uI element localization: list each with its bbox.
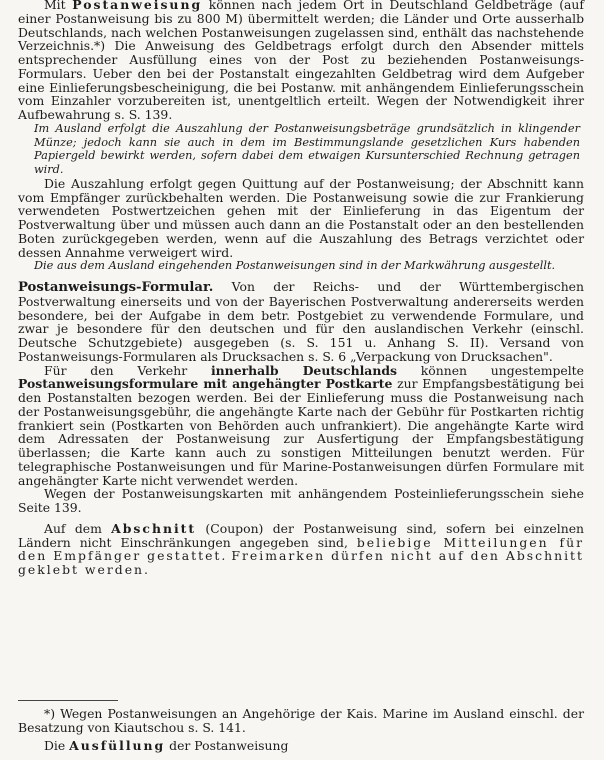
paragraph-ausfuellung-cut	[18, 739, 584, 753]
paragraph-postanweisung-intro	[18, 0, 584, 122]
footnote-block	[18, 707, 584, 752]
paragraph-formular	[18, 280, 584, 364]
text-column	[18, 0, 584, 577]
footnote: *) Wegen Postanweisungen an Angehörige der Kais. Marine im Ausland einschl. der Besatzung von Kiautschou s. S. 141.	[18, 706, 584, 735]
text-run: können ungestempelte	[396, 362, 584, 378]
text-run: Auf dem	[44, 520, 112, 536]
text-run: können nach jedem Ort in Deutschland Geldbeträge (auf einer Postanweisung bis zu 800 M) übermittelt werden; die Länder und Orte ausserhalb Deutschlands, nach welchen Postanweisungen zugelassen sind, enthält das nachstehende Verzeichnis.*) Die Anweisung des Geldbetrags erfolgt durch den Absender mittels entsprechender Ausfüllung eines von der Post zu beziehenden Postanweisungs-Formulars. Ueber den bei der Postanstalt eingezahlten Geldbetrag wird dem Aufgeber eine Einlieferungsbescheinigung, die bei Postanw. mit anhängendem Einlieferungsschein vom Einzahler vorzubereiten ist, unentgeltlich erteilt. Wegen der Notwendigkeit ihrer Aufbewahrung s. S. 139.	[18, 0, 584, 122]
paragraph-innerhalb-deutschlands	[18, 364, 584, 488]
term-abschnitt: Abschnitt	[111, 520, 197, 536]
text-run: Für den Verkehr	[44, 362, 211, 378]
text-run: der Postanweisung	[165, 737, 289, 753]
text-run: Mit	[44, 0, 73, 12]
footnote-rule	[18, 700, 118, 701]
paragraph-abschnitt	[18, 522, 584, 577]
spaced-freimarken: Freimarken dürfen nicht auf den Abschnitt geklebt werden.	[18, 548, 584, 577]
note-markwaehrung: Die aus dem Ausland eingehenden Postanweisungen sind in der Markwährung ausgestellt.	[34, 259, 556, 273]
text-run: zur Empfangsbestätigung bei den Postanstalten bezogen werden. Bei der Einlieferung muss die Postanweisung nach der Postanweisungsgebühr, die angehängte Karte nach der Gebühr für Postkarten richtig frankiert sein (Postkarten von Behörden auch unfrankiert). Die angehängte Karte wird dem Adressaten der Postanweisung zur Ausfertigung der Empfangsbestätigung überlassen; die Karte kann auch zu sonstigen Mitteilungen benutzt werden. Für telegraphische Postanweisungen und für Marine-Postanweisungen dürfen Formulare mit angehängter Karte nicht verwendet werden.	[18, 376, 585, 488]
spaced-mitteilungen: beliebige Mitteilungen für den Empfänger gestattet.	[18, 534, 584, 564]
term-postanweisung: Postanweisung	[72, 0, 203, 12]
section-heading-formular: Postanweisungs-Formular.	[18, 280, 214, 295]
text-run: Die	[44, 737, 70, 753]
note-auszahlung-ausland: Im Ausland erfolgt die Auszahlung der Postanweisungsbeträge grundsätzlich in klingender Münze; jedoch kann sie auch in dem im Bestimmungslande gesetzlichen Kurs habenden Papiergeld bewirkt werden, sofern dabei dem etwaigen Kursunterschied Rechnung getragen wird.	[34, 121, 580, 176]
term-innerhalb-deutschlands: innerhalb Deutschlands	[210, 362, 397, 378]
term-ausfuellung: Ausfüllung	[69, 737, 166, 753]
text-run: (Coupon) der Postanweisung sind, sofern bei einzelnen Ländern nicht Einschränkungen angegeben sind,	[18, 520, 585, 550]
paragraph-postanweisungskarten: Wegen der Postanweisungskarten mit anhängendem Posteinlieferungsschein siehe Seite 139.	[18, 486, 584, 515]
paragraph-auszahlung: Die Auszahlung erfolgt gegen Quittung auf der Postanweisung; der Abschnitt kann vom Empfänger zurückbehalten werden. Die Postanweisung sowie die zur Frankierung verwendeten Postwertzeichen gehen mit der Einlieferung in das Eigentum der Postverwaltung über und müssen auch dann an die Postanstalt oder an den bestellenden Boten zurückgegeben werden, wenn auf die Auszahlung des Betrags verzichtet oder dessen Annahme verweigert wird.	[18, 175, 584, 260]
text-run: Von der Reichs- und der Württembergischen Postverwaltung einerseits und von der Bayerischen Postverwaltung andererseits werden besondere, bei der Aufgabe in dem betr. Postgebiet zu verwendende Formulare, und zwar je besondere für den deutschen und für den auslandischen Verkehr (einschl. Deutsche Schutzgebiete) ausgegeben (s. S. 151 u. Anhang S. II). Versand von Postanweisungs-Formularen als Drucksachen s. S. 6 „Verpackung von Drucksachen".	[18, 279, 584, 364]
term-postanweisungsformulare: Postanweisungsformulare mit angehängter Postkarte	[18, 376, 393, 392]
